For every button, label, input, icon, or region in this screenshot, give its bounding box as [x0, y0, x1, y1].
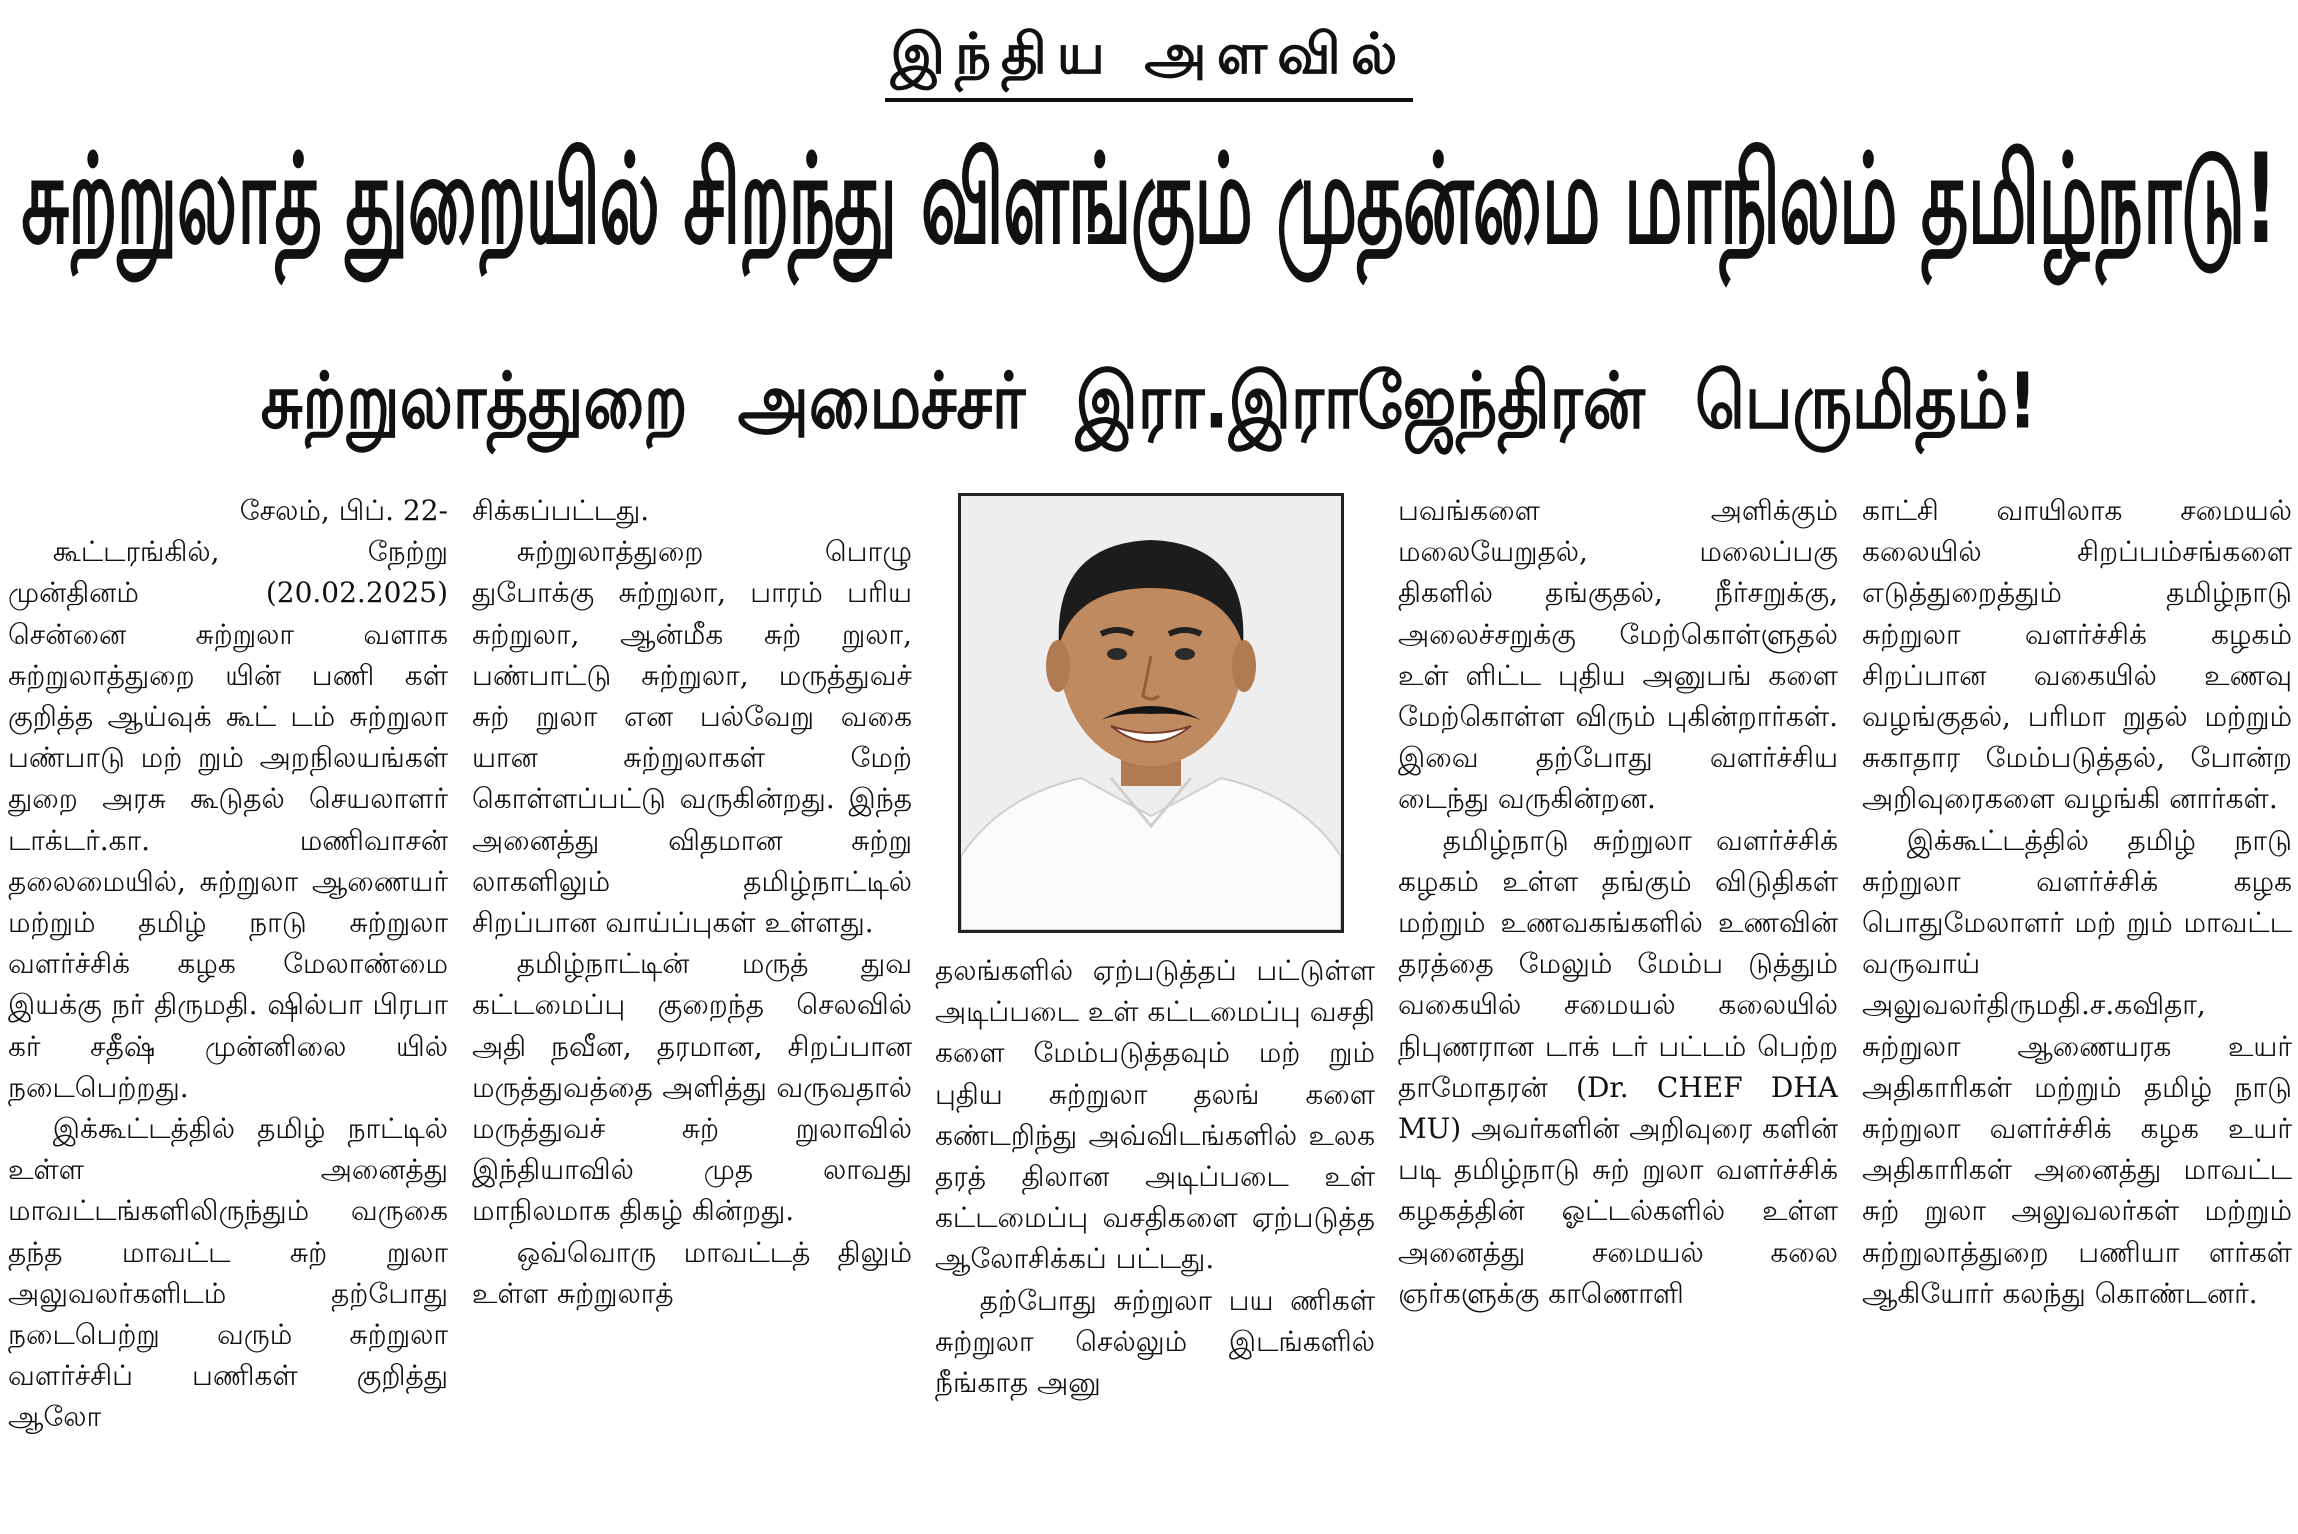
column-4-paragraph-1: பவங்களை அளிக்கும் மலையேறுதல், மலைப்பகு திகளில் தங்குதல், நீர்சறுக்கு, அலைச்சறுக்கு மேற்கொள்ளுதல் உள் ளிட்ட புதிய அனுபங் களை மேற்கொள்ள விரும் புகின்றார்கள். இவை தற்போது வளர்ச்சிய டைந்து வருகின்றன. — [1398, 494, 1838, 816]
section-kicker — [0, 22, 2298, 102]
column-2-paragraph-3: தமிழ்நாட்டின் மருத் துவ கட்டமைப்பு குறைந்த செலவில் அதி நவீன, தரமான, சிறப்பான மருத்துவத்தை அளித்து வருவதால் மருத்துவச் சுற் றுலாவில் இந்தியாவில் முத லாவது மாநிலமாக திகழ் கின்றது. — [472, 947, 912, 1228]
column-5-paragraph-2: இக்கூட்டத்தில் தமிழ் நாடு சுற்றுலா வளர்ச்சிக் கழக பொதுமேலாளர் மற் றும் மாவட்ட வருவாய் அலுவலர்திருமதி.ச.கவிதா, சுற்றுலா ஆணையரக உயர் அதிகாரிகள் மற்றும் தமிழ் நாடு சுற்றுலா வளர்ச்சிக் கழக உயர் அதிகாரிகள் அனைத்து மாவட்ட சுற் றுலா அலுவலர்கள் மற்றும் சுற்றுலாத்துறை பணியா ளர்கள் ஆகியோர் கலந்து கொண்டனர். — [1862, 823, 2292, 1310]
column-4-paragraph-2: தமிழ்நாடு சுற்றுலா வளர்ச்சிக் கழகம் உள்ள தங்கும் விடுதிகள் மற்றும் உணவகங்களில் உணவின் தரத்தை மேலும் மேம்ப டுத்தும் வகையில் சமையல் கலையில் நிபுணரான டாக் டர் பட்டம் பெற்ற தாமோதரன் (Dr. CHEF DHA MU) அவர்களின் அறிவுரை களின் படி தமிழ்நாடு சுற் றுலா வளர்ச்சிக் கழகத்தின் ஓட்டல்களில் உள்ள அனைத்து சமையல் கலை ஞர்களுக்கு காணொளி — [1398, 823, 1838, 1310]
column-2-paragraph-2: சுற்றுலாத்துறை பொழு துபோக்கு சுற்றுலா, பாரம் பரிய சுற்றுலா, ஆன்மீக சுற் றுலா, பண்பாட்டு சுற்றுலா, மருத்துவச் சுற் றுலா என பல்வேறு வகை யான சுற்றுலாகள் மேற் கொள்ளப்பட்டு வருகின்றது. இந்த அனைத்து விதமான சுற்று லாகளிலும் தமிழ்நாட்டில் சிறப்பான வாய்ப்புகள் உள்ளது. — [472, 535, 912, 940]
subheadline: சுற்றுலாத்துறை அமைச்சர் இரா.இராஜேந்திரன் பெருமிதம்! — [260, 358, 2038, 447]
column-1-paragraph-2: இக்கூட்டத்தில் தமிழ் நாட்டில் உள்ள அனைத்து மாவட்டங்களிலிருந்தும் வருகை தந்த மாவட்ட சுற் றுலா அலுவலர்களிடம் தற்போது நடைபெற்று வரும் சுற்றுலா வளர்ச்சிப் பணிகள் குறித்து ஆலோ — [8, 1112, 448, 1434]
minister-photo — [958, 493, 1344, 933]
column-5-paragraph-1: காட்சி வாயிலாக சமையல் கலையில் சிறப்பம்சங்களை எடுத்துறைத்தும் தமிழ்நாடு சுற்றுலா வளர்ச்சிக் கழகம் சிறப்பான வகையில் உணவு வழங்குதல், பரிமா றுதல் மற்றும் சுகாதார மேம்படுத்தல், போன்ற அறிவுரைகளை வழங்கி னார்கள். — [1862, 494, 2292, 816]
article-column-1 — [8, 490, 448, 1534]
column-3-paragraph-2: தற்போது சுற்றுலா பய ணிகள் சுற்றுலா செல்லும் இடங்களில் நீங்காத அனு — [935, 1283, 1375, 1400]
column-2-paragraph-4: ஒவ்வொரு மாவட்டத் திலும் உள்ள சுற்றுலாத் — [472, 1235, 912, 1310]
dateline: சேலம், பிப். 22- — [239, 494, 448, 527]
kicker-text: இந்திய அளவில் — [885, 22, 1414, 102]
column-3-paragraph-1: தலங்களில் ஏற்படுத்தப் பட்டுள்ள அடிப்படை உள் கட்டமைப்பு வசதி களை மேம்படுத்தவும் மற் றும் புதிய சுற்றுலா தலங் களை கண்டறிந்து அவ்விடங்களில் உலக தரத் திலான அடிப்படை உள் கட்டமைப்பு வசதிகளை ஏற்படுத்த ஆலோசிக்கப் பட்டது. — [935, 954, 1375, 1276]
article-column-5 — [1862, 490, 2292, 1534]
column-1-paragraph-1: கூட்டரங்கில், நேற்று முன்தினம் (20.02.2025) சென்னை சுற்றுலா வளாக சுற்றுலாத்துறை யின் பணி கள் குறித்த ஆய்வுக் கூட் டம் சுற்றுலா பண்பாடு மற் றும் அறநிலயங்கள் துறை அரசு கூடுதல் செயலாளர் டாக்டர்.கா. மணிவாசன் தலைமையில், சுற்றுலா ஆணையர் மற்றும் தமிழ் நாடு சுற்றுலா வளர்ச்சிக் கழக மேலாண்மை இயக்கு நர் திருமதி. ஷில்பா பிரபா கர் சதீஷ் முன்னிலை யில் நடைபெற்றது. — [8, 535, 448, 1104]
article-column-2 — [472, 490, 912, 1534]
article-column-3 — [935, 950, 1375, 1534]
headline: சுற்றுலாத் துறையில் சிறந்து விளங்கும் முதன்மை மாநிலம் தமிழ்நாடு! — [21, 128, 2277, 273]
column-2-paragraph-1: சிக்கப்பட்டது. — [472, 494, 650, 527]
article-column-4 — [1398, 490, 1838, 1534]
